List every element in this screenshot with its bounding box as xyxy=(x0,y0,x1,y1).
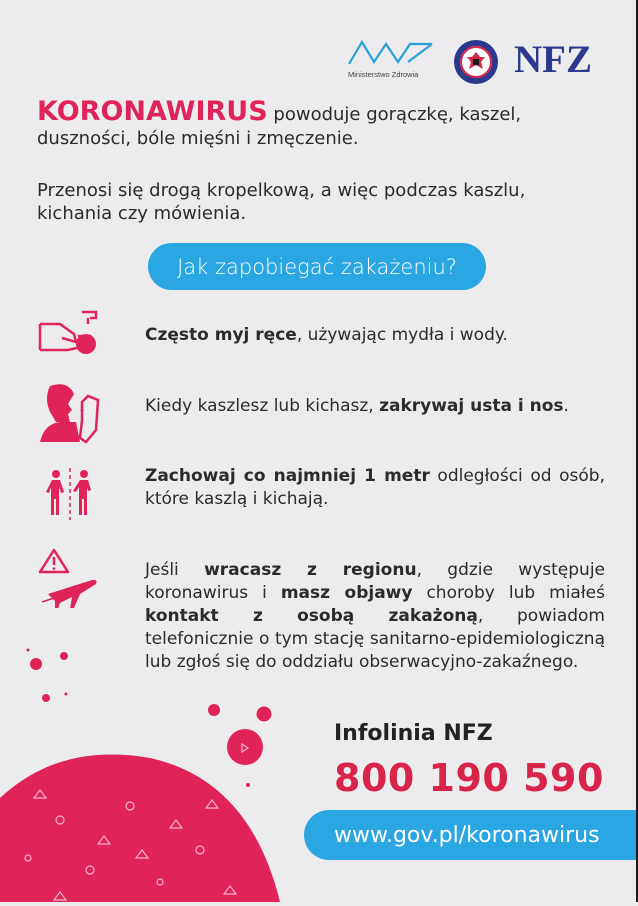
prevention-heading-pill: Jak zapobiegać zakażeniu? xyxy=(148,243,486,290)
tip-bold: kontakt z osobą zakażoną xyxy=(145,606,478,626)
intro-text: powoduje gorączkę, kaszel, duszności, bóle mięśni i zmęczenie. xyxy=(37,104,522,149)
sanitary-inspection-seal-icon xyxy=(453,39,499,85)
tip-bold: zakrywaj usta i nos xyxy=(379,396,564,416)
ministry-mark-icon xyxy=(346,38,436,68)
decorative-virus-graphic xyxy=(0,630,290,902)
warning-plane-icon xyxy=(38,548,100,610)
gis-logo xyxy=(453,39,499,85)
infoline-phone[interactable]: 800 190 590 xyxy=(334,756,604,800)
ministry-label: Ministerstwo Zdrowia xyxy=(348,70,419,79)
tip-bold: masz objawy xyxy=(280,583,413,603)
tip-wash-hands xyxy=(145,324,605,347)
infoline-title: Infolinia NFZ xyxy=(334,721,493,746)
tip-text: , powiadom telefonicznie o tym stację sanitarno-epidemiologiczną lub zgłoś się do oddziału obserwacyjno-zakaźnego. xyxy=(145,606,605,672)
hand-washing-icon xyxy=(38,306,100,368)
tip-text: . xyxy=(563,396,569,416)
tip-keep-distance xyxy=(145,465,605,511)
ministry-logo xyxy=(346,38,436,82)
tip-text: odległości od osób, które kaszlą i kichają. xyxy=(145,466,605,509)
tip-text: Jeśli xyxy=(145,560,205,580)
tip-bold: Często myj ręce xyxy=(145,325,297,345)
tip-text: , używając mydła i wody. xyxy=(296,325,508,345)
keyword-koronawirus: KORONAWIRUS xyxy=(37,96,268,127)
tip-bold: wracasz z regionu xyxy=(204,560,417,580)
tip-text: Kiedy kaszlesz lub kichasz, xyxy=(145,396,380,416)
cough-cover-icon xyxy=(38,380,100,442)
tip-text: , gdzie występuje koronawirus i xyxy=(145,560,605,603)
website-link[interactable]: www.gov.pl/koronawirus xyxy=(304,810,638,860)
nfz-logo: NFZ xyxy=(514,38,592,81)
intro-paragraph xyxy=(37,96,607,151)
transmission-paragraph: Przenosi się drogą kropelkową, a więc podczas kaszlu, kichania czy mówienia. xyxy=(37,180,526,224)
distance-icon xyxy=(44,466,106,528)
tip-bold: Zachowaj co najmniej 1 metr xyxy=(145,466,430,486)
tip-text: choroby lub miałeś xyxy=(412,583,605,603)
tip-cover-mouth xyxy=(145,395,605,418)
